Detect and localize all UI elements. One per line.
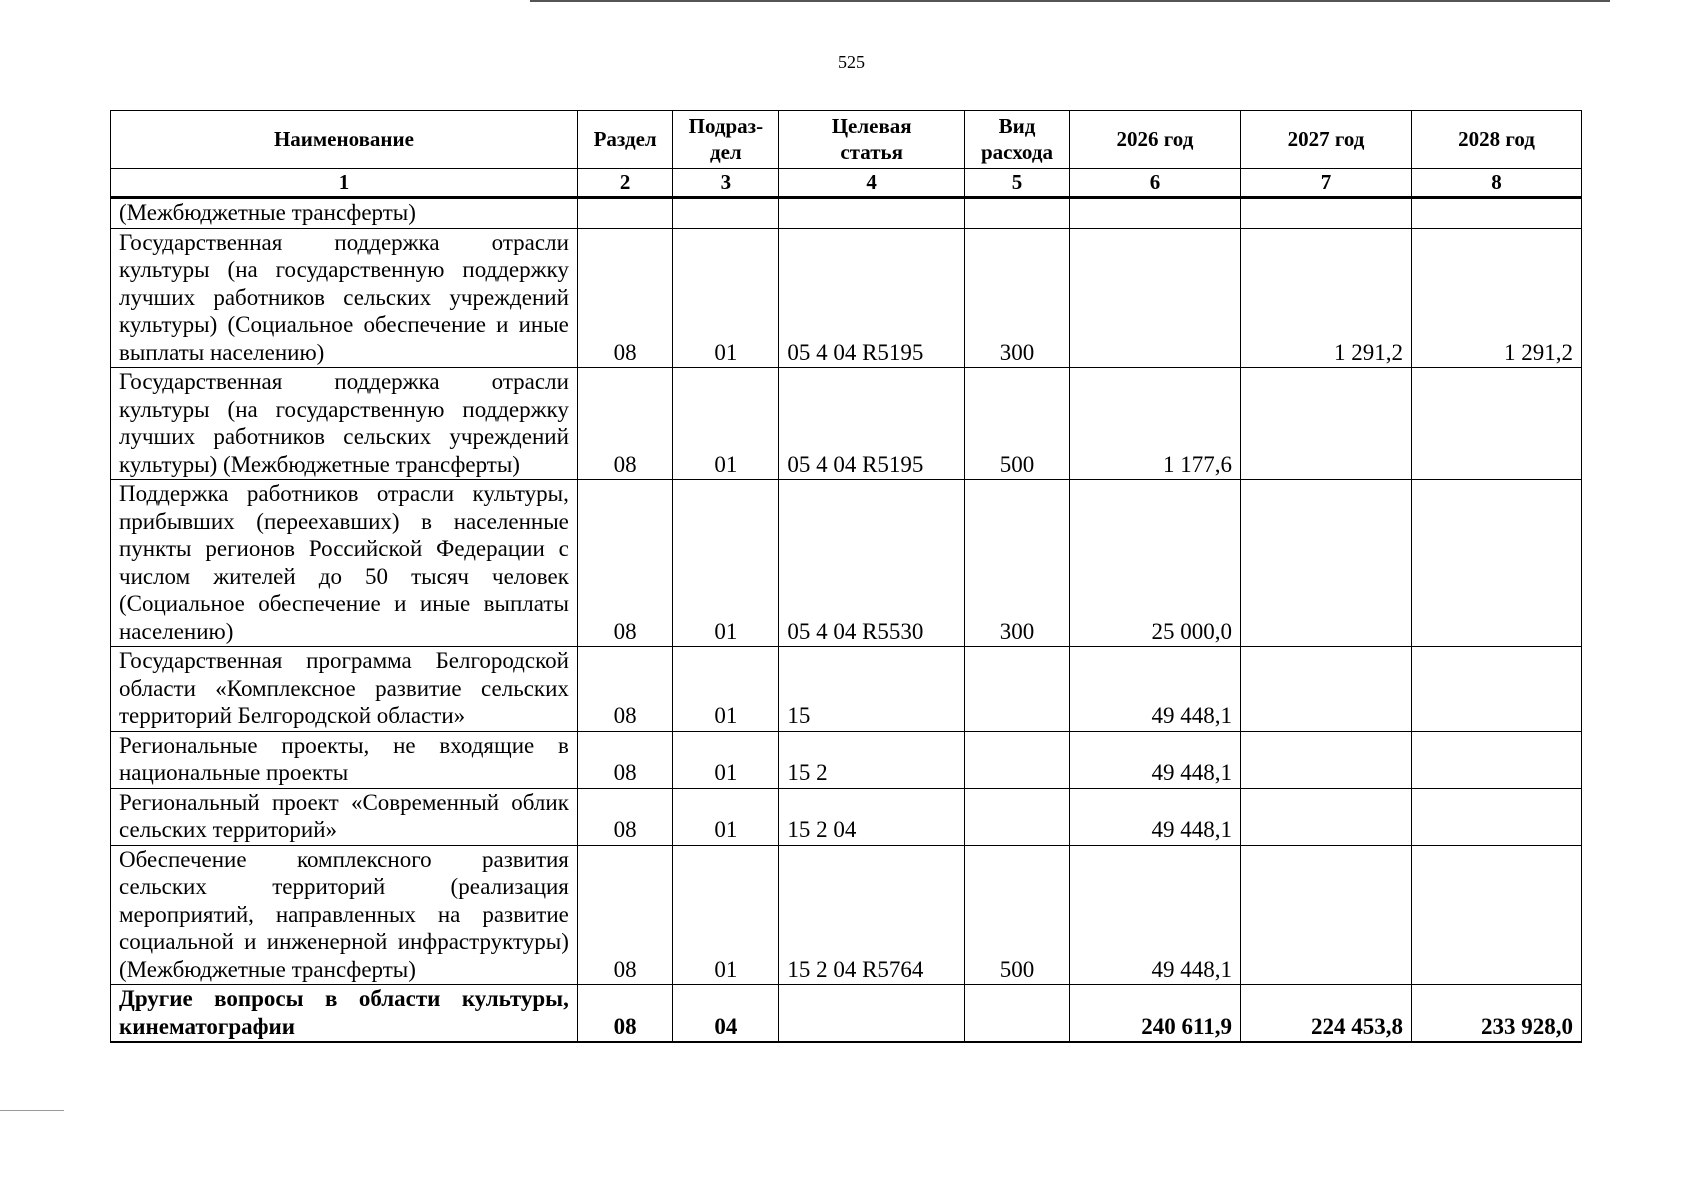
cell-vid-rashoda [965, 647, 1070, 732]
cell-2026: 49 448,1 [1069, 647, 1240, 732]
table-row [111, 731, 1582, 788]
column-number: 8 [1411, 169, 1581, 198]
cell-razdel: 08 [577, 480, 672, 647]
cell-2027 [1240, 788, 1411, 845]
table-row [111, 368, 1582, 480]
scan-top-edge [530, 0, 1610, 2]
cell-2026: 49 448,1 [1069, 731, 1240, 788]
cell-razdel: 08 [577, 985, 672, 1043]
cell-2028 [1411, 368, 1581, 480]
cell-razdel: 08 [577, 647, 672, 732]
cell-name: (Межбюджетные трансферты) [111, 198, 578, 229]
cell-name: Государственная поддержка отрасли культуры (на государственную поддержку лучших работников сельских учреждений культуры) (Социальное обеспечение и иные выплаты населению) [111, 228, 578, 368]
cell-celevaya-statya: 15 2 04 R5764 [779, 845, 965, 985]
cell-2026 [1069, 198, 1240, 229]
page-number: 525 [838, 52, 865, 72]
header-row [111, 111, 1582, 169]
cell-2027 [1240, 647, 1411, 732]
cell-celevaya-statya: 15 [779, 647, 965, 732]
cell-2028 [1411, 480, 1581, 647]
header-2026: 2026 год [1069, 111, 1240, 169]
cell-vid-rashoda [965, 985, 1070, 1043]
cell-name: Поддержка работников отрасли культуры, прибывших (переехавших) в населенные пункты регионов Российской Федерации с числом жителей до 50 тысяч человек (Социальное обеспечение и иные выплаты населению) [111, 480, 578, 647]
table-row [111, 480, 1582, 647]
table-row [111, 845, 1582, 985]
cell-celevaya-statya [779, 198, 965, 229]
cell-vid-rashoda [965, 788, 1070, 845]
header-vid-rashoda: Вид расхода [965, 111, 1070, 169]
header-razdel: Раздел [577, 111, 672, 169]
cell-2027 [1240, 731, 1411, 788]
header-podrazdel: Подраз- дел [673, 111, 779, 169]
cell-2028 [1411, 647, 1581, 732]
cell-podrazdel: 01 [673, 845, 779, 985]
cell-vid-rashoda [965, 731, 1070, 788]
cell-2026: 1 177,6 [1069, 368, 1240, 480]
cell-2026: 49 448,1 [1069, 845, 1240, 985]
cell-2028 [1411, 788, 1581, 845]
cell-celevaya-statya [779, 985, 965, 1043]
cell-razdel: 08 [577, 228, 672, 368]
cell-2028 [1411, 845, 1581, 985]
cell-2026: 25 000,0 [1069, 480, 1240, 647]
cell-name: Государственная поддержка отрасли культуры (на государственную поддержку лучших работников сельских учреждений культуры) (Межбюджетные трансферты) [111, 368, 578, 480]
cell-2027: 224 453,8 [1240, 985, 1411, 1043]
table-body [111, 198, 1582, 1043]
cell-2028 [1411, 198, 1581, 229]
cell-2026 [1069, 228, 1240, 368]
table-row [111, 228, 1582, 368]
column-number-row [111, 169, 1582, 198]
cell-vid-rashoda [965, 198, 1070, 229]
cell-podrazdel: 01 [673, 731, 779, 788]
column-number: 4 [779, 169, 965, 198]
column-number: 6 [1069, 169, 1240, 198]
cell-vid-rashoda: 500 [965, 368, 1070, 480]
cell-name: Региональные проекты, не входящие в национальные проекты [111, 731, 578, 788]
column-number: 5 [965, 169, 1070, 198]
column-number: 2 [577, 169, 672, 198]
cell-podrazdel: 04 [673, 985, 779, 1043]
cell-2027 [1240, 368, 1411, 480]
column-number: 3 [673, 169, 779, 198]
cell-podrazdel: 01 [673, 480, 779, 647]
cell-name: Другие вопросы в области культуры, кинематографии [111, 985, 578, 1043]
cell-2027 [1240, 480, 1411, 647]
cell-2028 [1411, 731, 1581, 788]
table-row [111, 788, 1582, 845]
header-2027: 2027 год [1240, 111, 1411, 169]
cell-razdel: 08 [577, 731, 672, 788]
cell-podrazdel: 01 [673, 228, 779, 368]
cell-2027 [1240, 845, 1411, 985]
cell-name: Региональный проект «Современный облик сельских территорий» [111, 788, 578, 845]
cell-podrazdel: 01 [673, 368, 779, 480]
cell-celevaya-statya: 05 4 04 R5195 [779, 368, 965, 480]
cell-razdel: 08 [577, 368, 672, 480]
cell-2026: 49 448,1 [1069, 788, 1240, 845]
cell-name: Обеспечение комплексного развития сельских территорий (реализация мероприятий, направленных на развитие социальной и инженерной инфраструктуры) (Межбюджетные трансферты) [111, 845, 578, 985]
cell-vid-rashoda: 300 [965, 480, 1070, 647]
cell-celevaya-statya: 05 4 04 R5530 [779, 480, 965, 647]
cell-celevaya-statya: 15 2 04 [779, 788, 965, 845]
cell-2027: 1 291,2 [1240, 228, 1411, 368]
budget-table [110, 110, 1582, 1043]
column-number: 7 [1240, 169, 1411, 198]
cell-podrazdel: 01 [673, 647, 779, 732]
cell-vid-rashoda: 500 [965, 845, 1070, 985]
cell-2027 [1240, 198, 1411, 229]
header-celevaya-statya: Целевая статья [779, 111, 965, 169]
header-name: Наименование [111, 111, 578, 169]
cell-celevaya-statya: 05 4 04 R5195 [779, 228, 965, 368]
cell-celevaya-statya: 15 2 [779, 731, 965, 788]
cell-podrazdel: 01 [673, 788, 779, 845]
table-row [111, 985, 1582, 1043]
cell-name: Государственная программа Белгородской области «Комплексное развитие сельских территорий Белгородской области» [111, 647, 578, 732]
scan-margin-mark [0, 1110, 64, 1111]
cell-2026: 240 611,9 [1069, 985, 1240, 1043]
cell-2028: 233 928,0 [1411, 985, 1581, 1043]
header-2028: 2028 год [1411, 111, 1581, 169]
cell-razdel: 08 [577, 845, 672, 985]
table-row [111, 198, 1582, 229]
table-row [111, 647, 1582, 732]
cell-razdel [577, 198, 672, 229]
cell-2028: 1 291,2 [1411, 228, 1581, 368]
column-number: 1 [111, 169, 578, 198]
cell-vid-rashoda: 300 [965, 228, 1070, 368]
cell-razdel: 08 [577, 788, 672, 845]
cell-podrazdel [673, 198, 779, 229]
